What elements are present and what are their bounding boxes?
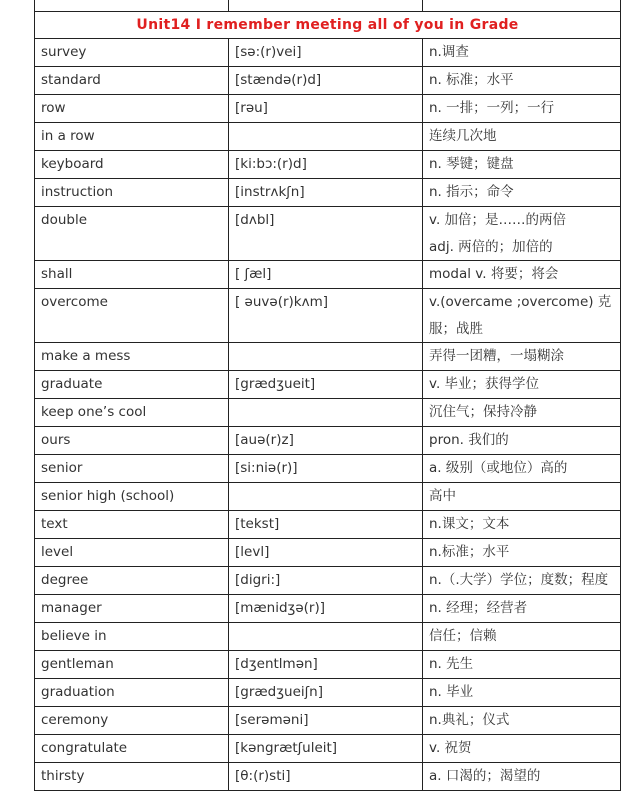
vocab-phonetic [229,483,423,511]
vocab-row [35,623,621,651]
vocab-row [35,151,621,179]
vocab-row [35,707,621,735]
vocab-phonetic: [si:niə(r)] [229,455,423,483]
vocab-meaning: a. 级别（或地位）高的 [423,455,621,483]
vocab-phonetic: [dʌbl] [229,207,423,261]
vocab-row [35,567,621,595]
vocab-phonetic: [ əuvə(r)kʌm] [229,289,423,343]
vocab-phonetic [229,623,423,651]
vocab-phonetic: [digri:] [229,567,423,595]
vocab-word: double [35,207,229,261]
vocab-phonetic: [sə:(r)vei] [229,39,423,67]
empty-cell [229,0,423,12]
vocab-meaning: n.（.大学）学位；度数；程度 [423,567,621,595]
vocab-meaning: n.典礼；仪式 [423,707,621,735]
vocab-row [35,595,621,623]
vocabulary-table [34,0,621,791]
vocab-row [35,455,621,483]
vocab-row [35,539,621,567]
vocab-row [35,679,621,707]
vocab-row [35,511,621,539]
vocab-word: thirsty [35,763,229,791]
vocab-row [35,371,621,399]
vocabulary-table-body [35,0,621,791]
vocab-phonetic: [θ:(r)sti] [229,763,423,791]
vocab-row [35,123,621,151]
vocab-phonetic [229,343,423,371]
vocab-meaning: modal v. 将要；将会 [423,261,621,289]
vocab-phonetic: [ ʃæl] [229,261,423,289]
vocab-row [35,39,621,67]
vocab-meaning: v. 加倍；是……的两倍 adj. 两倍的；加倍的 [423,207,621,261]
vocab-phonetic: [auə(r)z] [229,427,423,455]
vocab-meaning: 弄得一团糟，一塌糊涂 [423,343,621,371]
vocab-meaning: n. 毕业 [423,679,621,707]
vocab-row [35,651,621,679]
vocab-word: keep one’s cool [35,399,229,427]
vocab-word: row [35,95,229,123]
vocab-row [35,427,621,455]
previous-page-row [35,0,621,12]
vocab-row [35,179,621,207]
vocab-word: senior high (school) [35,483,229,511]
vocab-phonetic: [instrʌkʃn] [229,179,423,207]
vocab-word: text [35,511,229,539]
vocab-meaning: v. 毕业；获得学位 [423,371,621,399]
vocab-meaning: v. 祝贺 [423,735,621,763]
vocab-row [35,67,621,95]
vocab-word: level [35,539,229,567]
vocab-row [35,399,621,427]
vocab-meaning: 沉住气；保持冷静 [423,399,621,427]
vocab-phonetic: [serəməni] [229,707,423,735]
vocab-row [35,763,621,791]
vocab-phonetic: [levl] [229,539,423,567]
vocab-meaning: 信任；信赖 [423,623,621,651]
vocab-row [35,207,621,261]
vocab-word: ours [35,427,229,455]
vocab-row [35,261,621,289]
vocab-meaning: n. 琴键；键盘 [423,151,621,179]
vocab-word: believe in [35,623,229,651]
vocab-word: standard [35,67,229,95]
vocab-phonetic [229,399,423,427]
vocab-row [35,343,621,371]
unit-title: Unit14 I remember meeting all of you in Grade [35,12,621,39]
vocab-meaning: n. 先生 [423,651,621,679]
vocab-phonetic: [kəngrætʃuleit] [229,735,423,763]
unit-title-row [35,12,621,39]
vocab-meaning: pron. 我们的 [423,427,621,455]
vocab-phonetic: [rəu] [229,95,423,123]
vocab-meaning: a. 口渴的；渴望的 [423,763,621,791]
vocab-meaning: n. 经理；经营者 [423,595,621,623]
vocab-word: keyboard [35,151,229,179]
empty-cell [35,0,229,12]
vocab-phonetic: [dʒentlmən] [229,651,423,679]
vocab-meaning: v.(overcame ;overcome) 克服；战胜 [423,289,621,343]
vocab-phonetic: [mænidʒə(r)] [229,595,423,623]
vocab-meaning: n.标准；水平 [423,539,621,567]
vocab-word: make a mess [35,343,229,371]
vocab-meaning: n.调查 [423,39,621,67]
vocab-word: instruction [35,179,229,207]
vocab-word: in a row [35,123,229,151]
vocab-phonetic: [grædʒueit] [229,371,423,399]
vocab-meaning: n.课文；文本 [423,511,621,539]
vocab-row [35,289,621,343]
vocab-meaning: n. 一排；一列；一行 [423,95,621,123]
vocab-phonetic: [grædʒueiʃn] [229,679,423,707]
vocab-meaning: 连续几次地 [423,123,621,151]
vocab-word: degree [35,567,229,595]
vocab-word: gentleman [35,651,229,679]
vocab-phonetic: [stændə(r)d] [229,67,423,95]
vocab-word: survey [35,39,229,67]
vocab-word: congratulate [35,735,229,763]
vocab-row [35,95,621,123]
vocab-word: senior [35,455,229,483]
vocab-phonetic: [tekst] [229,511,423,539]
vocab-row [35,483,621,511]
vocab-phonetic: [ki:bɔ:(r)d] [229,151,423,179]
empty-cell [423,0,621,12]
vocab-meaning: 高中 [423,483,621,511]
vocab-word: shall [35,261,229,289]
vocab-word: manager [35,595,229,623]
vocab-word: graduate [35,371,229,399]
vocab-phonetic [229,123,423,151]
vocab-row [35,735,621,763]
vocab-meaning: n. 标准；水平 [423,67,621,95]
vocab-meaning: n. 指示；命令 [423,179,621,207]
vocab-word: ceremony [35,707,229,735]
vocab-word: overcome [35,289,229,343]
vocab-word: graduation [35,679,229,707]
